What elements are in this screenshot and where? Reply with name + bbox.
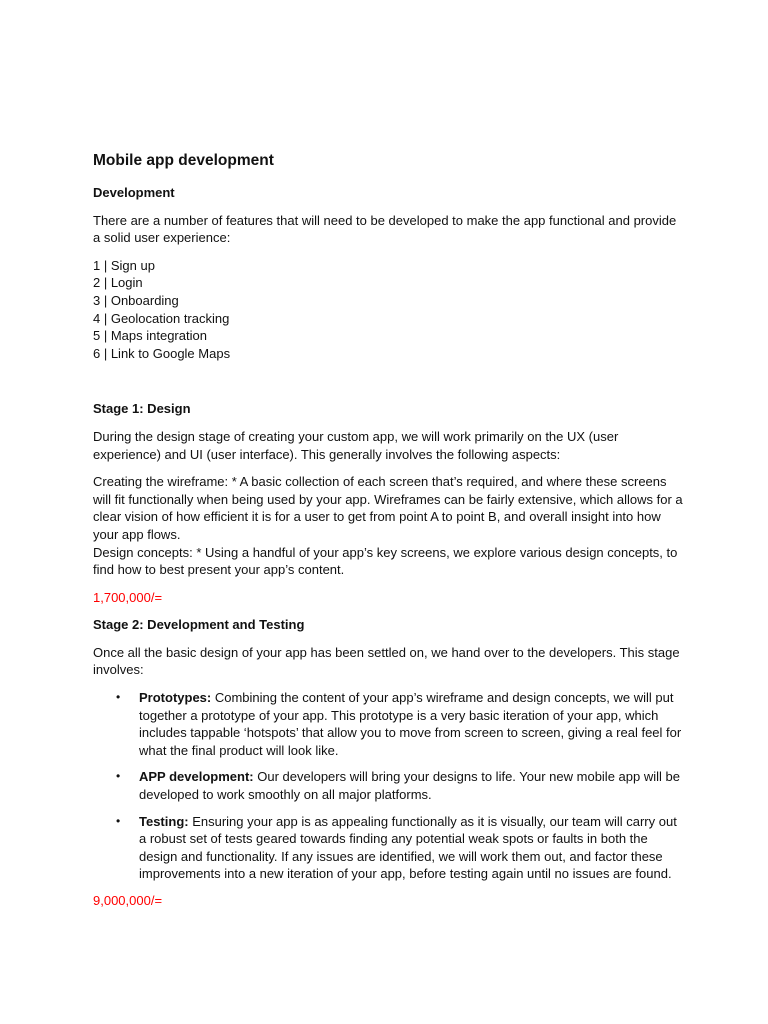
stage1-price: 1,700,000/= (93, 589, 163, 605)
bullet-lead: Testing: (139, 813, 189, 829)
document-page (93, 150, 683, 920)
feature-list (93, 257, 683, 363)
spacer (93, 372, 683, 400)
bullet-lead: Prototypes: (139, 690, 212, 706)
bullet-icon: • (116, 813, 121, 828)
bullet-text: Combining the content of your app’s wireframe and design concepts, we will put together a prototype of your app. This prototype is a very basic iteration of your app, which includes tappable ‘hotspots’ that allow you to move from screen to screen, giving a real feel for what the final product will look like. (139, 690, 682, 758)
feature-item: 3 | Onboarding (93, 292, 179, 308)
document-title: Mobile app development (93, 152, 274, 169)
feature-item: 2 | Login (93, 275, 143, 291)
stage2-intro: Once all the basic design of your app has been settled on, we hand over to the developers. This stage involves: (93, 644, 680, 678)
stage1-concepts: Design concepts: * Using a handful of your app’s key screens, we explore various design concepts, to find how to best present your app’s content. (93, 544, 678, 578)
bullet-icon: • (116, 769, 121, 784)
bullet-item-app-development (93, 768, 683, 803)
bullet-icon: • (116, 690, 121, 705)
stage2-bullet-list (93, 689, 683, 883)
stage2-heading: Stage 2: Development and Testing (93, 617, 305, 633)
feature-item: 1 | Sign up (93, 257, 155, 273)
stage2-price: 9,000,000/= (93, 893, 163, 908)
stage1-heading: Stage 1: Design (93, 401, 191, 417)
feature-item: 4 | Geolocation tracking (93, 310, 230, 326)
bullet-item-testing (93, 813, 683, 883)
bullet-lead: APP development: (139, 769, 254, 785)
stage1-wireframe: Creating the wireframe: * A basic collection of each screen that’s required, and where these screens will fit functionally when being used by your app. Wireframes can be fairly extensive, which allows for a clear vision of how efficient it is for a user to get from point A to point B, and overall insight into how your app flows. (93, 474, 683, 542)
development-intro: There are a number of features that will need to be developed to make the app functional and provide a solid user experience: (93, 212, 677, 246)
bullet-item-prototypes (93, 689, 683, 759)
development-heading: Development (93, 185, 175, 200)
stage1-aspects (93, 473, 683, 579)
bullet-text: Ensuring your app is as appealing functionally as it is visually, our team will carry out a robust set of tests geared towards finding any potential weak spots or faults in both the design and functionality. If any issues are identified, we will work them out, and factor these improvements into a new iteration of your app, before testing again until no issues are found. (139, 813, 677, 882)
bullet-text: Our developers will bring your designs to life. Your new mobile app will be developed to work smoothly on all major platforms. (139, 769, 680, 803)
feature-item: 6 | Link to Google Maps (93, 345, 231, 361)
feature-item: 5 | Maps integration (93, 328, 207, 344)
stage1-intro: During the design stage of creating your custom app, we will work primarily on the UX (user experience) and UI (user interface). This generally involves the following aspects: (93, 428, 619, 462)
